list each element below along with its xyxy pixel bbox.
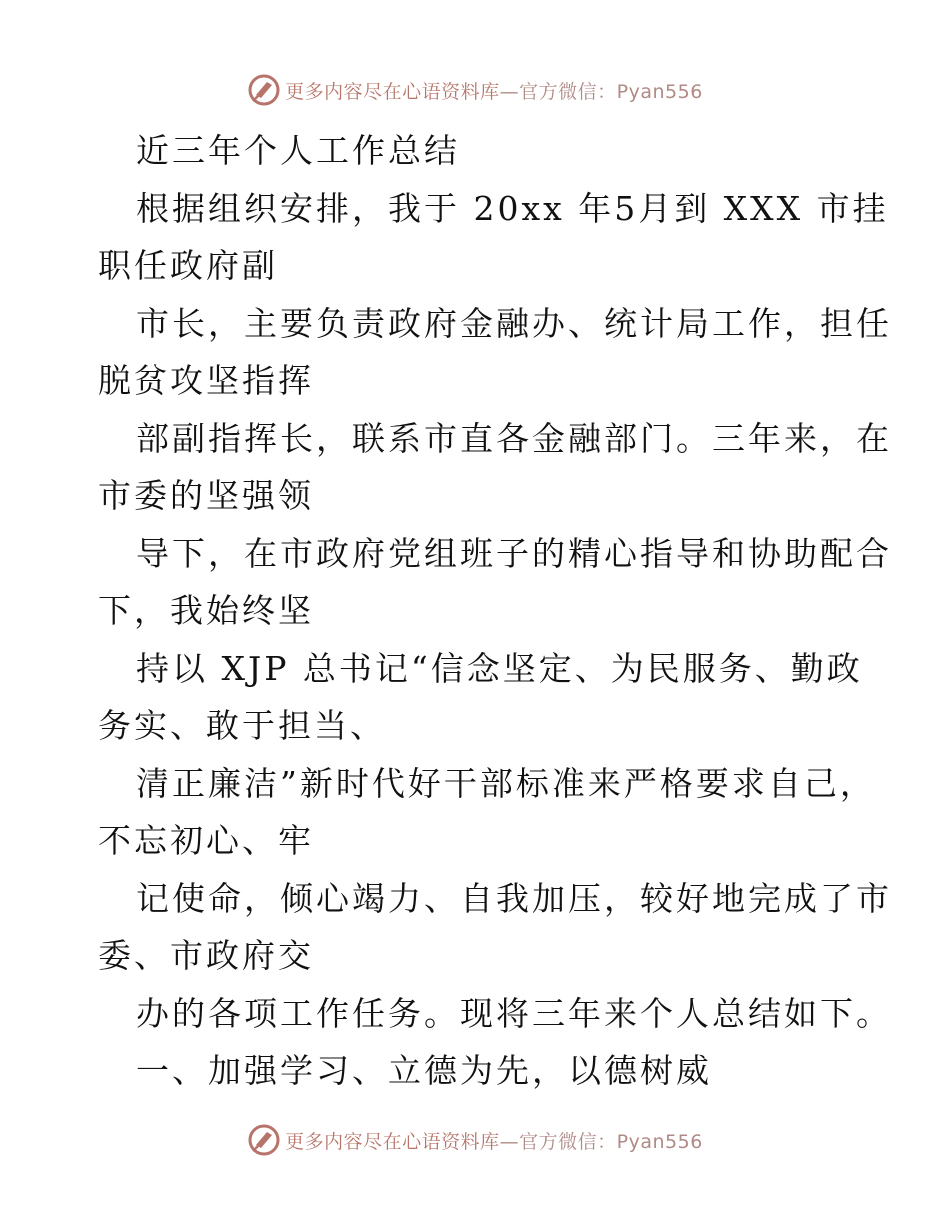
doc-line: 记使命，倾心竭力、自我加压，较好地完成了市 <box>136 878 892 918</box>
brand-logo-icon <box>247 73 281 107</box>
watermark-text <box>285 1127 703 1154</box>
doc-line: 务实、敢于担当、 <box>98 706 386 745</box>
doc-line: 清正廉洁”新时代好干部标准来严格要求自己， <box>136 763 876 803</box>
doc-line: 不忘初心、牢 <box>98 821 314 860</box>
doc-line: 部副指挥长，联系市直各金融部门。三年来，在 <box>136 418 892 458</box>
doc-line: 持以 XJP 总书记“信念坚定、为民服务、勤政 <box>136 648 863 688</box>
doc-line: 根据组织安排，我于 20xx 年5月到 XXX 市挂 <box>136 188 889 228</box>
doc-line: 市长，主要负责政府金融办、统计局工作，担任 <box>136 303 892 343</box>
watermark-footer <box>0 1120 950 1160</box>
doc-line: 市委的坚强领 <box>98 476 314 515</box>
watermark-header <box>0 70 950 110</box>
doc-line: 办的各项工作任务。现将三年来个人总结如下。 <box>136 993 892 1033</box>
watermark-main: 更多内容尽在心语资料库 <box>285 80 500 103</box>
section-heading: 一、加强学习、立德为先，以德树威 <box>136 1051 712 1090</box>
watermark-text <box>285 77 703 104</box>
watermark-sub: —官方微信：Pyan556 <box>499 80 703 103</box>
doc-line: 近三年个人工作总结 <box>136 131 460 170</box>
doc-line: 职任政府副 <box>98 246 278 285</box>
brand-logo-icon <box>247 1123 281 1157</box>
doc-line: 导下，在市政府党组班子的精心指导和协助配合 <box>136 533 892 573</box>
doc-line: 下，我始终坚 <box>98 591 314 630</box>
document-body <box>98 122 892 1100</box>
doc-line: 委、市政府交 <box>98 936 314 975</box>
watermark-sub: —官方微信：Pyan556 <box>499 1130 703 1153</box>
doc-line: 脱贫攻坚指挥 <box>98 361 314 400</box>
watermark-main: 更多内容尽在心语资料库 <box>285 1130 500 1153</box>
